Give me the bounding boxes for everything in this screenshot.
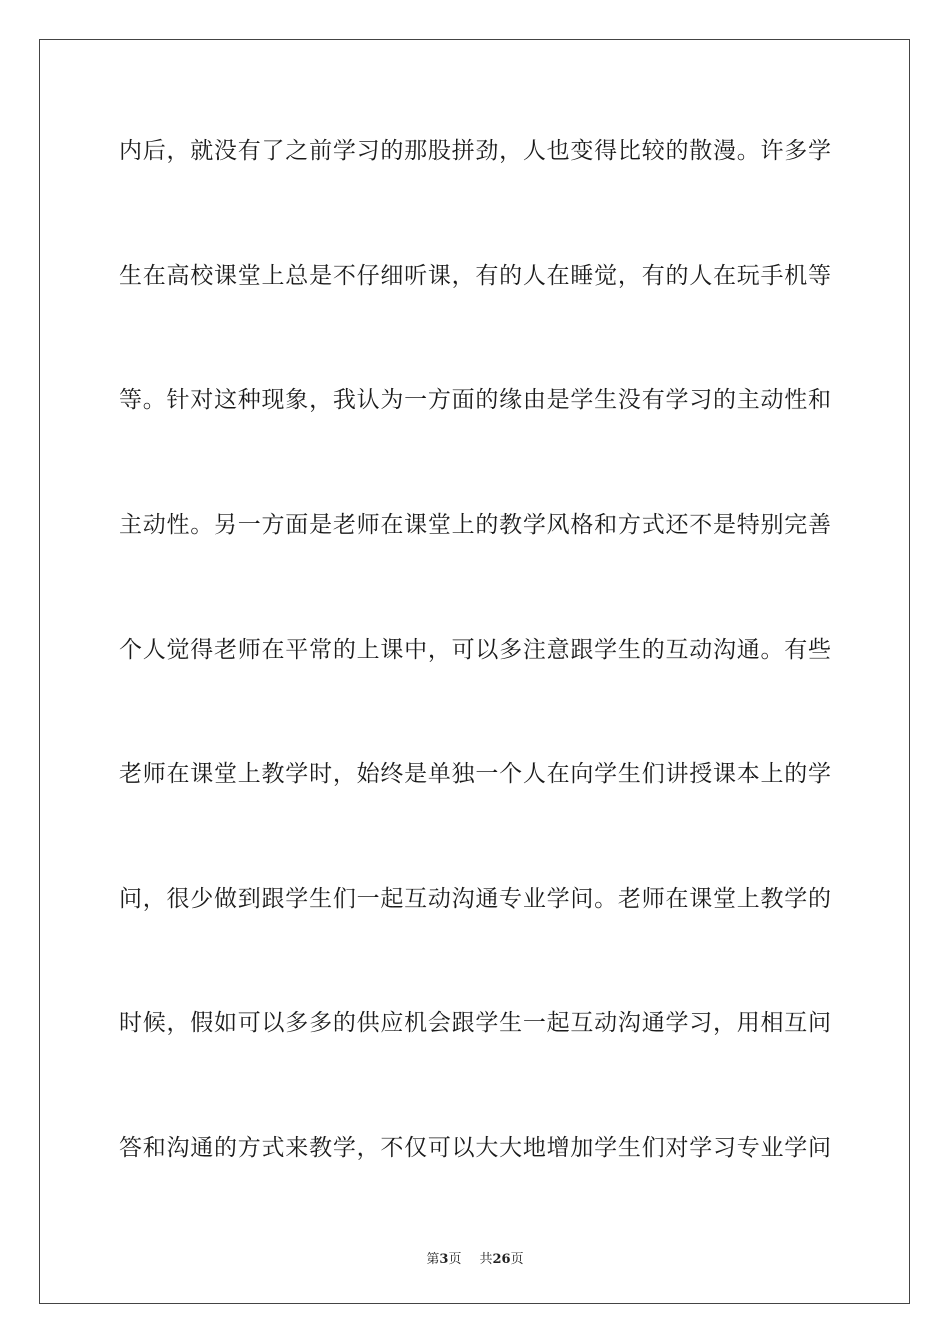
text-line: 问，很少做到跟学生们一起互动沟通专业学问。老师在课堂上教学的 <box>119 886 831 912</box>
text-line: 老师在课堂上教学时，始终是单独一个人在向学生们讲授课本上的学 <box>119 761 831 787</box>
text-line: 内后，就没有了之前学习的那股拼劲，人也变得比较的散漫。许多学 <box>119 138 831 164</box>
page-number: 3 <box>439 1252 449 1267</box>
text-line: 时候，假如可以多多的供应机会跟学生一起互动沟通学习，用相互问 <box>119 1010 831 1036</box>
text-line: 主动性。另一方面是老师在课堂上的教学风格和方式还不是特别完善 <box>119 512 831 538</box>
page-prefix: 第 <box>426 1252 440 1267</box>
total-suffix: 页 <box>510 1252 524 1267</box>
text-line: 个人觉得老师在平常的上课中，可以多注意跟学生的互动沟通。有些 <box>119 637 831 663</box>
total-pages: 26 <box>492 1252 511 1267</box>
text-line: 等。针对这种现象，我认为一方面的缘由是学生没有学习的主动性和 <box>119 387 831 413</box>
page-border <box>39 39 910 1304</box>
text-line: 答和沟通的方式来教学，不仅可以大大地增加学生们对学习专业学问 <box>119 1135 831 1161</box>
text-line: 生在高校课堂上总是不仔细听课，有的人在睡觉，有的人在玩手机等 <box>119 263 831 289</box>
total-prefix: 共 <box>479 1252 493 1267</box>
page-suffix: 页 <box>448 1252 462 1267</box>
page-footer <box>0 1248 950 1267</box>
